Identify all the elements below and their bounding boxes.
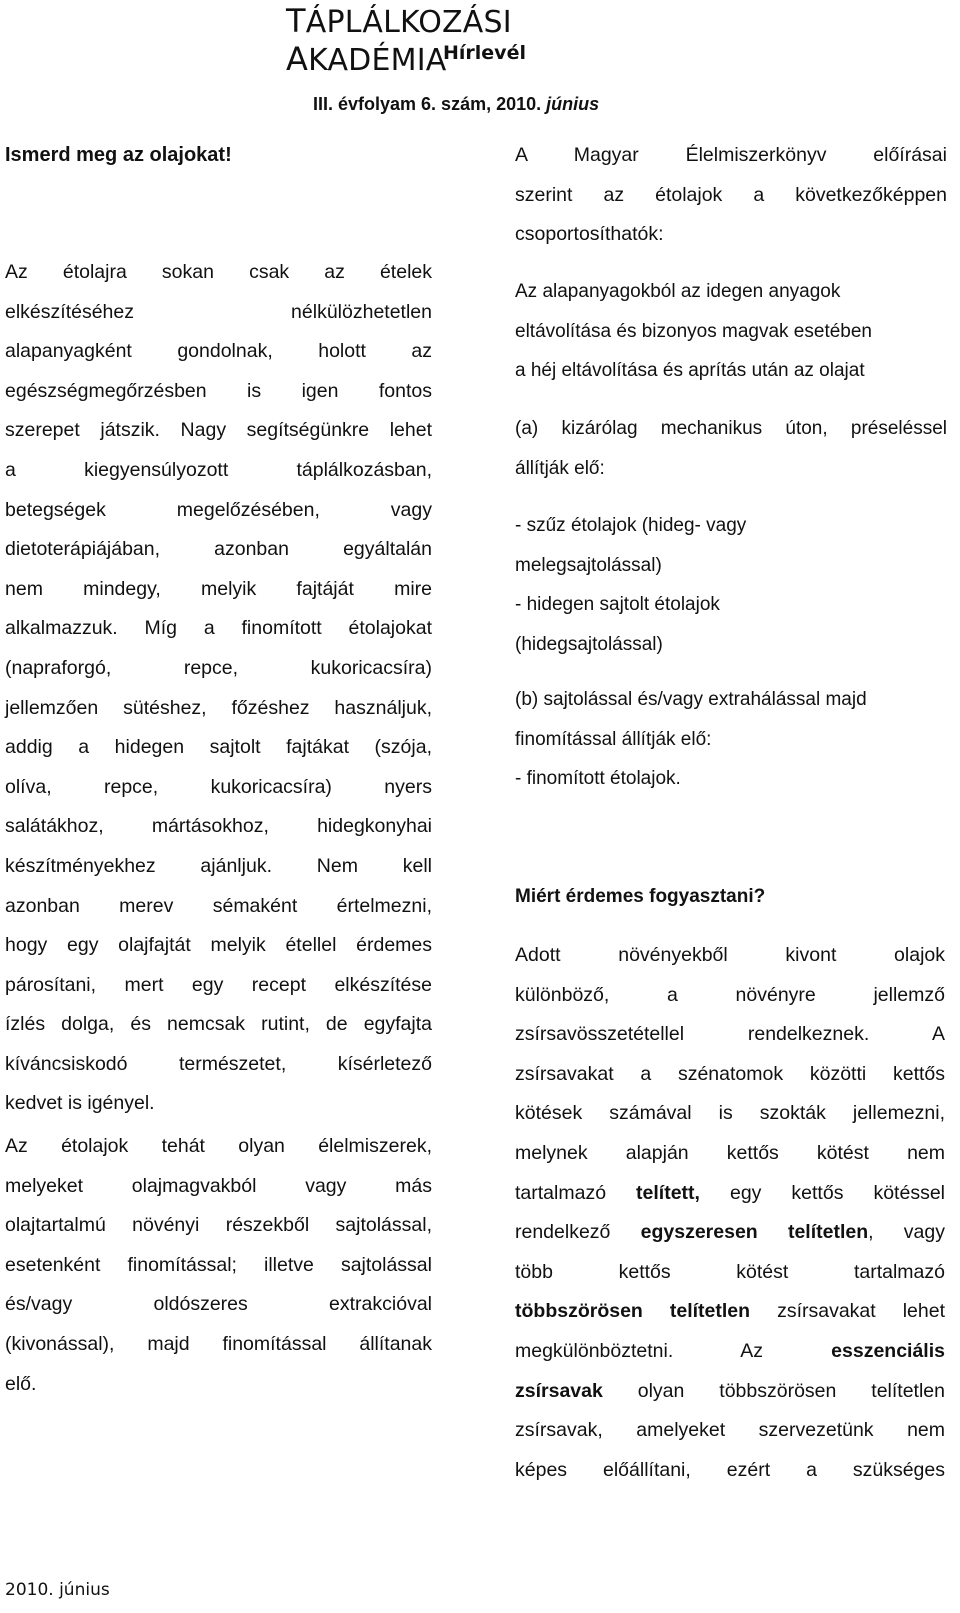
text-line: melegsajtolással)	[515, 554, 662, 576]
text-line: ízlés dolga, és nemcsak rutint, de egyfajta	[5, 1013, 432, 1036]
why-paragraph	[515, 936, 945, 1490]
category-b	[515, 680, 947, 799]
text-line: zsírsavak, amelyeket szervezetünk nem	[515, 1419, 945, 1442]
term-fatty-acids: zsírsavak	[515, 1379, 603, 1402]
text-line: (hidegsajtolással)	[515, 633, 663, 655]
text-line: finomítással állítják elő:	[515, 728, 712, 750]
text-line: zsírsavak olyan többszörösen telítetlen	[515, 1379, 945, 1402]
text-line: elő.	[5, 1372, 37, 1395]
text-line: salátákhoz, mártásokhoz, hidegkonyhai	[5, 815, 432, 838]
text-line: zsírsavakat a szénatomok közötti kettős	[515, 1062, 945, 1085]
text-line: és/vagy oldószeres extrakcióval	[5, 1293, 432, 1316]
text-line: - szűz étolajok (hideg- vagy	[515, 515, 747, 536]
text-line: megkülönböztetni. Az esszenciális	[515, 1339, 945, 1362]
text-line: olajtartalmú növényi részekből sajtolással,	[5, 1214, 432, 1237]
text-line: szerint az étolajok a következőképpen	[515, 183, 947, 206]
text-line: tartalmazó telített, egy kettős kötéssel	[515, 1181, 945, 1204]
text-line: Az alapanyagokból az idegen anyagok	[515, 281, 841, 302]
text-line: csoportosíthatók:	[515, 223, 664, 246]
text-line: a héj eltávolítása és aprítás után az olajat	[515, 360, 865, 382]
text-line: - finomított étolajok.	[515, 768, 681, 790]
text-line: (a) kizárólag mechanikus úton, préseléssel	[515, 418, 947, 439]
text-line: melynek alapján kettős kötést nem	[515, 1141, 945, 1164]
article-heading: Ismerd meg az olajokat!	[5, 144, 232, 166]
text-line: több kettős kötést tartalmazó	[515, 1260, 945, 1283]
text-line: (kivonással), majd finomítással állítanak	[5, 1332, 432, 1355]
text-line: melyeket olajmagvakból vagy más	[5, 1174, 432, 1197]
text-line: alapanyagként gondolnak, holott az	[5, 340, 432, 363]
text-line: kedvet is igényel.	[5, 1092, 155, 1115]
category-a	[515, 409, 947, 488]
newsletter-subtitle: Hírlevél	[443, 42, 526, 64]
text-line: a kiegyensúlyozott táplálkozásban,	[5, 458, 432, 481]
text-line: (napraforgó, repce, kukoricacsíra)	[5, 656, 432, 679]
text-line: jellemzően sütéshez, főzéshez használjuk,	[5, 696, 432, 719]
term-essential: esszenciális	[831, 1339, 945, 1362]
text-line: kötések számával is szokták jellemezni,	[515, 1102, 945, 1125]
text-line: szerepet játszik. Nagy segítségünkre lehet	[5, 419, 432, 442]
issue-info: III. évfolyam 6. szám, 2010. június	[313, 94, 600, 114]
text-line: alkalmazzuk. Míg a finomított étolajokat	[5, 617, 432, 640]
term-monounsaturated: egyszeresen telítetlen	[640, 1221, 869, 1244]
text-line: Az étolajok tehát olyan élelmiszerek,	[5, 1135, 432, 1157]
text-line: rendelkező egyszeresen telítetlen, vagy	[515, 1221, 945, 1244]
text-line: eltávolítása és bizonyos magvak esetében	[515, 320, 872, 342]
text-line: párosítani, mert egy recept elkészítése	[5, 973, 432, 996]
text-line: különböző, a növényre jellemző	[515, 983, 945, 1006]
text-line: nem mindegy, melyik fajtáját mire	[5, 577, 432, 600]
text-line: zsírsavösszetétellel rendelkeznek. A	[515, 1023, 945, 1046]
text-line: dietoterápiájában, azonban egyáltalán	[5, 538, 432, 561]
footer-date: 2010. június	[5, 1580, 110, 1600]
text-line: képes előállítani, ezért a szükséges	[515, 1458, 945, 1481]
text-line: kíváncsiskodó természetet, kísérletező	[5, 1052, 432, 1075]
text-line: A Magyar Élelmiszerkönyv előírásai	[515, 144, 947, 166]
text-line: hogy egy olajfajtát melyik étellel érdemes	[5, 934, 432, 957]
term-saturated: telített,	[636, 1181, 700, 1204]
text-line: készítményekhez ajánljuk. Nem kell	[5, 854, 432, 877]
text-line: Az étolajra sokan csak az ételek	[5, 261, 432, 283]
newsletter-title: TÁPLÁLKOZÁSI AKADÉMIA	[286, 2, 512, 78]
text-line: többszörösen telítetlen zsírsavakat lehet	[515, 1300, 945, 1323]
text-line: egészségmegőrzésben is igen fontos	[5, 379, 432, 402]
text-line: Adott növényekből kivont olajok	[515, 944, 945, 966]
codex-definition	[515, 272, 947, 391]
text-line: addig a hidegen sajtolt fajtákat (szója,	[5, 736, 432, 759]
text-line: azonban merev sémaként értelmezni,	[5, 894, 432, 917]
codex-intro	[515, 136, 947, 255]
text-line: olíva, repce, kukoricacsíra) nyers	[5, 775, 432, 798]
text-line: esetenként finomítással; illetve sajtolással	[5, 1253, 432, 1276]
intro-paragraph	[5, 253, 432, 1124]
text-line: (b) sajtolással és/vagy extrahálással majd	[515, 689, 867, 710]
section-heading-why: Miért érdemes fogyasztani?	[515, 886, 766, 907]
text-line: - hidegen sajtolt étolajok	[515, 594, 720, 616]
text-line: betegségek megelőzésében, vagy	[5, 498, 432, 521]
category-a-items	[515, 506, 947, 664]
definition-paragraph	[5, 1127, 432, 1404]
term-polyunsaturated: többszörösen telítetlen	[515, 1300, 751, 1323]
text-line: állítják elő:	[515, 457, 605, 479]
text-line: elkészítéséhez nélkülözhetetlen	[5, 300, 432, 323]
